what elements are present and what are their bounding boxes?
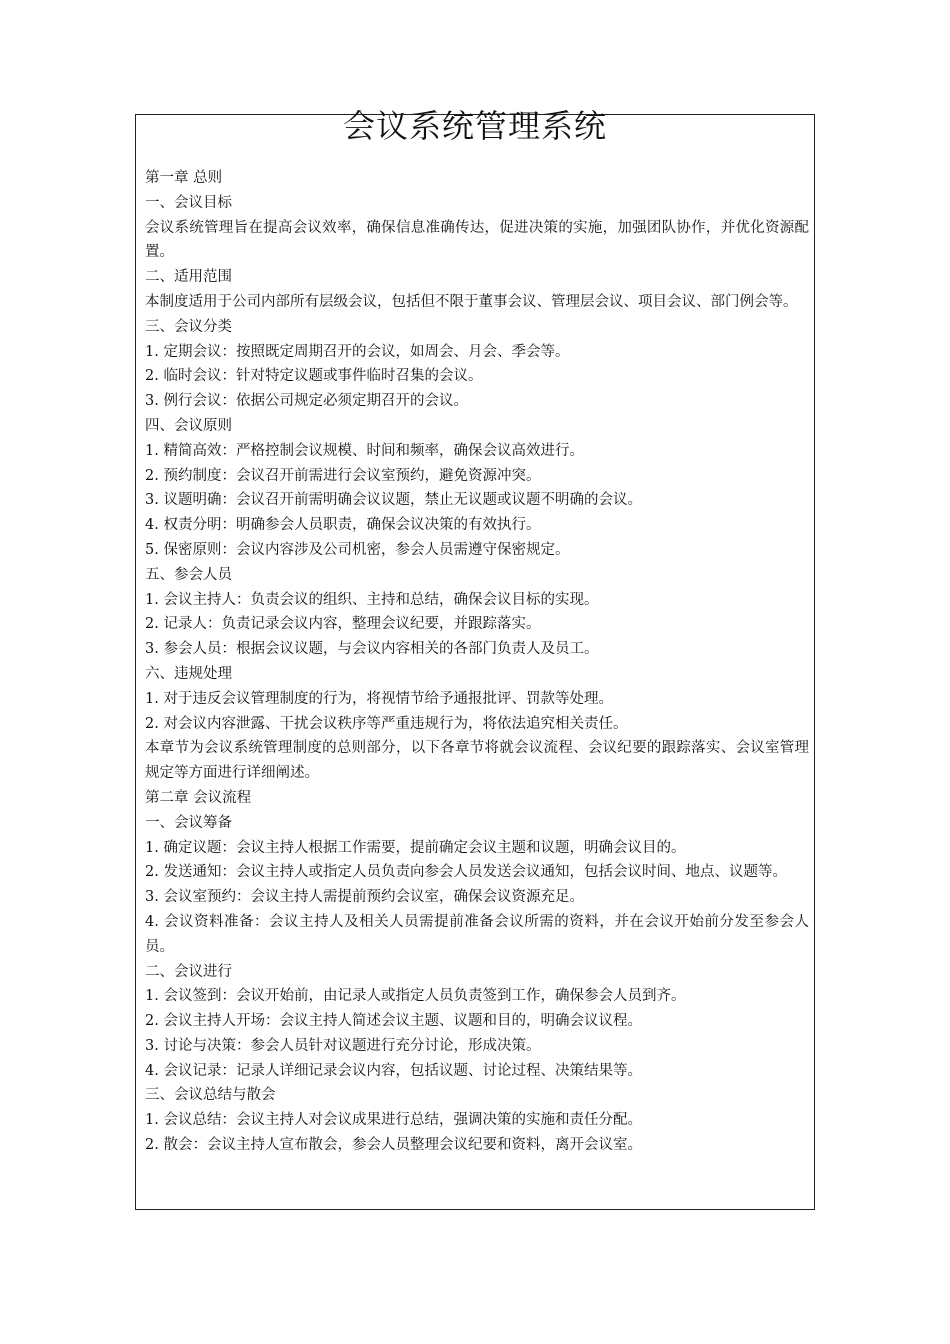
- list-item: 2. 发送通知：会议主持人或指定人员负责向参会人员发送会议通知，包括会议时间、地点、议题等。: [145, 864, 787, 881]
- section-heading: 三、会议总结与散会: [145, 1087, 276, 1104]
- section-heading: 六、违规处理: [145, 665, 232, 682]
- list-item: 2. 散会：会议主持人宣布散会，参会人员整理会议纪要和资料，离开会议室。: [145, 1137, 642, 1154]
- document-title: 会议系统管理系统: [342, 107, 607, 145]
- section-heading: 五、参会人员: [145, 566, 232, 583]
- list-item: 2. 会议主持人开场：会议主持人简述会议主题、议题和目的，明确会议议程。: [145, 1013, 642, 1030]
- list-item: 4. 会议记录：记录人详细记录会议内容，包括议题、讨论过程、决策结果等。: [145, 1062, 642, 1079]
- list-item: 2. 临时会议：针对特定议题或事件临时召集的会议。: [145, 368, 483, 385]
- list-item: 3. 会议室预约：会议主持人需提前预约会议室，确保会议资源充足。: [145, 889, 584, 906]
- list-item: 1. 确定议题：会议主持人根据工作需要，提前确定会议主题和议题，明确会议目的。: [145, 839, 686, 856]
- paragraph: 本制度适用于公司内部所有层级会议，包括但不限于董事会议、管理层会议、项目会议、部门例会等。: [145, 293, 798, 310]
- chapter-heading: 第二章 会议流程: [145, 789, 252, 806]
- list-item: 1. 定期会议：按照既定周期召开的会议，如周会、月会、季会等。: [145, 343, 570, 360]
- list-item: 1. 对于违反会议管理制度的行为，将视情节给予通报批评、罚款等处理。: [145, 690, 613, 707]
- list-item: 4. 会议资料准备：会议主持人及相关人员需提前准备会议所需的资料，并在会议开始前分发至参会人员。: [145, 913, 809, 955]
- list-item: 1. 精简高效：严格控制会议规模、时间和频率，确保会议高效进行。: [145, 442, 584, 459]
- paragraph: 本章节为会议系统管理制度的总则部分，以下各章节将就会议流程、会议纪要的跟踪落实、会议室管理规定等方面进行详细阐述。: [145, 740, 809, 782]
- list-item: 4. 权责分明：明确参会人员职责，确保会议决策的有效执行。: [145, 517, 541, 534]
- list-item: 3. 议题明确：会议召开前需明确会议议题，禁止无议题或议题不明确的会议。: [145, 492, 642, 509]
- paragraph: 会议系统管理旨在提高会议效率，确保信息准确传达，促进决策的实施，加强团队协作，并优化资源配置。: [145, 219, 809, 261]
- list-item: 1. 会议总结：会议主持人对会议成果进行总结，强调决策的实施和责任分配。: [145, 1112, 642, 1129]
- list-item: 2. 对会议内容泄露、干扰会议秩序等严重违规行为，将依法追究相关责任。: [145, 715, 628, 732]
- section-heading: 一、会议筹备: [145, 814, 232, 831]
- section-heading: 三、会议分类: [145, 318, 232, 335]
- list-item: 3. 参会人员：根据会议议题，与会议内容相关的各部门负责人及员工。: [145, 641, 599, 658]
- list-item: 5. 保密原则：会议内容涉及公司机密，参会人员需遵守保密规定。: [145, 541, 570, 558]
- list-item: 3. 讨论与决策：参会人员针对议题进行充分讨论，形成决策。: [145, 1037, 541, 1054]
- chapter-heading: 第一章 总则: [145, 170, 223, 186]
- list-item: 1. 会议主持人：负责会议的组织、主持和总结，确保会议目标的实现。: [145, 591, 599, 608]
- list-item: 2. 记录人：负责记录会议内容，整理会议纪要，并跟踪落实。: [145, 616, 541, 633]
- section-heading: 一、会议目标: [145, 194, 232, 211]
- list-item: 1. 会议签到：会议开始前，由记录人或指定人员负责签到工作，确保参会人员到齐。: [145, 988, 686, 1005]
- document-body: [145, 166, 809, 1158]
- section-heading: 四、会议原则: [145, 417, 232, 434]
- section-heading: 二、会议进行: [145, 963, 232, 980]
- section-heading: 二、适用范围: [145, 269, 232, 286]
- list-item: 3. 例行会议：依据公司规定必须定期召开的会议。: [145, 393, 468, 410]
- list-item: 2. 预约制度：会议召开前需进行会议室预约，避免资源冲突。: [145, 467, 541, 484]
